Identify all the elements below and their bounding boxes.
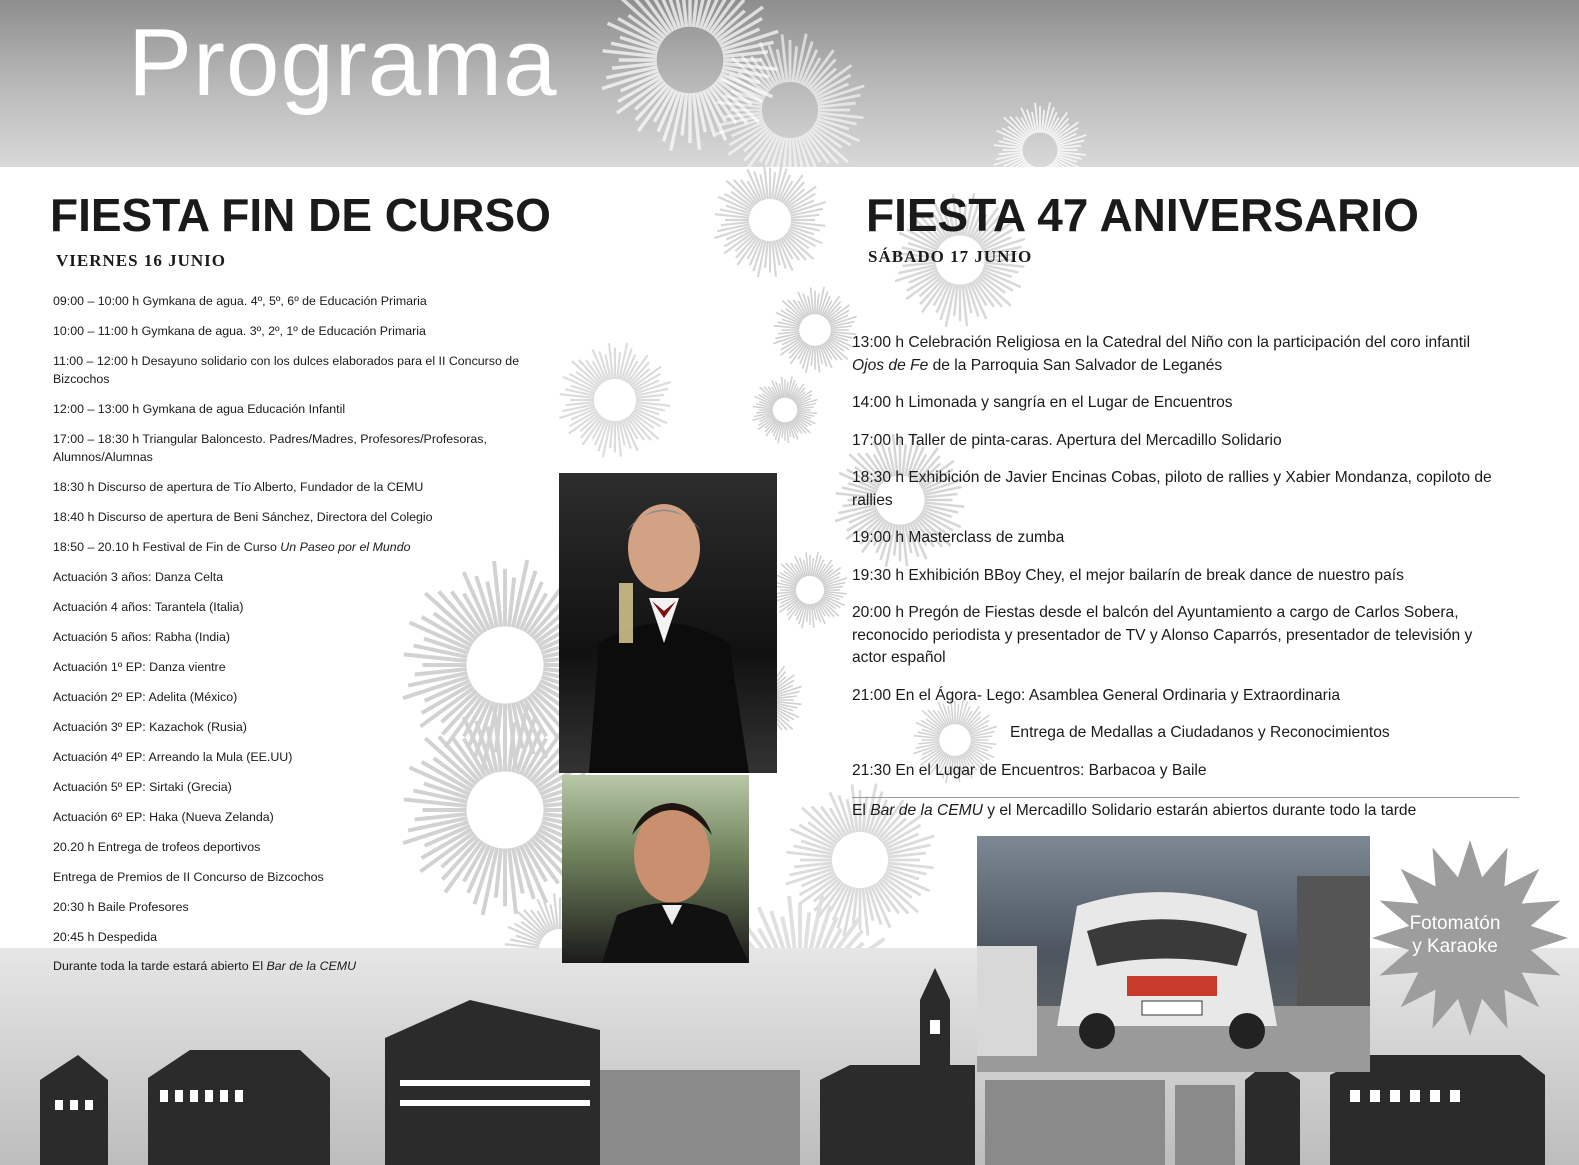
left-schedule-item xyxy=(53,898,553,916)
left-schedule-item xyxy=(53,868,553,886)
firework-burst xyxy=(753,377,818,444)
firework-burst xyxy=(773,287,856,373)
badge-line-1: Fotomatón xyxy=(1409,913,1501,934)
left-schedule-item xyxy=(53,430,553,466)
right-schedule-item-text: 13:00 h Celebración Religiosa en la Catedral del Niño con la participación del coro infantil xyxy=(852,334,1471,351)
left-schedule-item xyxy=(53,808,553,826)
left-schedule-item-text: 18:50 – 20.10 h Festival de Fin de Curso xyxy=(53,540,281,554)
left-schedule-item-text: 18:40 h Discurso de apertura de Beni Sánchez, Directora del Colegio xyxy=(53,510,433,524)
left-date: VIERNES 16 JUNIO xyxy=(56,251,226,270)
left-schedule-item-text: 17:00 – 18:30 h Triangular Baloncesto. Padres/Madres, Profesores/Profesoras, Alumnos/Alumnas xyxy=(53,432,487,464)
divider xyxy=(852,797,1519,798)
left-schedule-item xyxy=(53,718,553,736)
left-schedule-item-text: 20:45 h Despedida xyxy=(53,930,158,944)
right-schedule-item xyxy=(852,760,1500,783)
left-schedule-item xyxy=(53,628,553,646)
right-schedule-item xyxy=(852,392,1500,415)
left-schedule-item xyxy=(53,508,553,526)
right-schedule-item xyxy=(852,430,1500,453)
left-schedule-item-text: Actuación 2º EP: Adelita (México) xyxy=(53,690,238,704)
left-schedule-item-text: Actuación 3 años: Danza Celta xyxy=(53,570,224,584)
left-footnote-text: Durante toda la tarde estará abierto El xyxy=(53,959,267,973)
left-schedule-item-text: Actuación 4 años: Tarantela (Italia) xyxy=(53,600,244,614)
right-footnote xyxy=(852,802,1416,820)
page-title: Programa xyxy=(128,9,558,116)
left-column xyxy=(50,185,560,271)
left-schedule-item-text: 11:00 – 12:00 h Desayuno solidario con los dulces elaborados para el II Concurso de Bizcochos xyxy=(53,354,520,386)
left-schedule-item xyxy=(53,400,553,418)
left-schedule-item-text: 20.20 h Entrega de trofeos deportivos xyxy=(53,840,261,854)
right-schedule-item-text: 21:30 En el Lugar de Encuentros: Barbacoa y Baile xyxy=(852,761,1207,779)
right-schedule-item xyxy=(852,565,1500,588)
left-schedule-item-text: 09:00 – 10:00 h Gymkana de agua. 4º, 5º, 6º de Educación Primaria xyxy=(53,294,427,308)
left-heading: FIESTA FIN DE CURSO xyxy=(50,189,551,241)
left-schedule-item-text: 12:00 – 13:00 h Gymkana de agua Educación Infantil xyxy=(53,402,346,416)
left-schedule-item xyxy=(53,748,553,766)
right-schedule-item-text: 19:30 h Exhibición BBoy Chey, el mejor bailarín de break dance de nuestro país xyxy=(852,566,1404,584)
right-schedule-item xyxy=(852,722,1500,745)
right-footnote-emphasis: Bar de la CEMU xyxy=(870,802,983,819)
right-schedule-item xyxy=(852,685,1500,708)
left-schedule-item-text: 18:30 h Discurso de apertura de Tío Alberto, Fundador de la CEMU xyxy=(53,480,424,494)
right-column xyxy=(852,185,1502,267)
left-schedule-item xyxy=(53,478,553,496)
right-schedule-list xyxy=(852,332,1500,797)
left-schedule-item xyxy=(53,568,553,586)
left-schedule-item-text: Actuación 4º EP: Arreando la Mula (EE.UU) xyxy=(53,750,293,764)
left-footnote-emphasis: Bar de la CEMU xyxy=(266,959,357,973)
right-heading: FIESTA 47 ANIVERSARIO xyxy=(866,189,1419,241)
right-schedule-item-text: 19:00 h Masterclass de zumba xyxy=(852,529,1065,546)
firework-burst xyxy=(714,163,825,277)
left-schedule-item xyxy=(53,292,553,310)
right-schedule-item-text: 14:00 h Limonada y sangría en el Lugar de Encuentros xyxy=(852,394,1233,411)
left-schedule-item xyxy=(53,928,553,946)
right-schedule-item-text: 17:00 h Taller de pinta-caras. Apertura del Mercadillo Solidario xyxy=(852,431,1282,449)
left-footnote xyxy=(53,959,356,973)
right-schedule-item-tail: de la Parroquia San Salvador de Leganés xyxy=(928,356,1223,374)
right-schedule-item-emphasis: Ojos de Fe xyxy=(852,356,929,374)
left-schedule-item-text: Actuación 6º EP: Haka (Nueva Zelanda) xyxy=(53,810,274,824)
firework-burst xyxy=(994,102,1087,197)
left-schedule-item-text: Entrega de Premios de II Concurso de Bizcochos xyxy=(53,870,324,884)
right-footnote-tail: y el Mercadillo Solidario estarán abiertos durante todo la tarde xyxy=(982,802,1417,819)
left-schedule-item xyxy=(53,838,553,856)
right-schedule-item-text: Entrega de Medallas a Ciudadanos y Reconocimientos xyxy=(1010,724,1390,741)
left-schedule-item-text: 20:30 h Baile Profesores xyxy=(53,900,189,914)
left-schedule-item-emphasis: Un Paseo por el Mundo xyxy=(280,540,411,554)
left-schedule-item xyxy=(53,658,553,676)
photo-rally-car xyxy=(977,836,1370,1072)
left-schedule-item-text: Actuación 5 años: Rabha (India) xyxy=(53,630,231,644)
right-footnote-text: El xyxy=(852,802,871,819)
right-schedule-item-text: 18:30 h Exhibición de Javier Encinas Cobas, piloto de rallies y Xabier Mondanza, copiloto de rallies xyxy=(852,469,1492,509)
right-schedule-item xyxy=(852,602,1500,670)
right-schedule-item xyxy=(852,527,1500,550)
left-schedule-item xyxy=(53,352,553,388)
photo-presenter-smiling xyxy=(562,775,749,963)
left-schedule-item-text: Actuación 1º EP: Danza vientre xyxy=(53,660,226,674)
firework-burst xyxy=(773,552,847,628)
left-schedule-list xyxy=(53,292,553,958)
right-date: SÁBADO 17 JUNIO xyxy=(868,247,1033,266)
left-schedule-item xyxy=(53,322,553,340)
left-schedule-item xyxy=(53,778,553,796)
right-schedule-item-text: 20:00 h Pregón de Fiestas desde el balcón del Ayuntamiento a cargo de Carlos Sobera, reconocido periodista y presentador de TV y Alonso Caparrós, presentador de televisión y actor español xyxy=(852,604,1473,666)
right-schedule-item-text: 21:00 En el Ágora- Lego: Asamblea General Ordinaria y Extraordinaria xyxy=(852,686,1341,704)
photo-presenter-tuxedo xyxy=(559,473,777,773)
left-schedule-item xyxy=(53,538,553,556)
left-schedule-item-text: Actuación 3º EP: Kazachok (Rusia) xyxy=(53,720,247,734)
left-schedule-item-text: 10:00 – 11:00 h Gymkana de agua. 3º, 2º, 1º de Educación Primaria xyxy=(53,324,426,338)
badge-line-2: y Karaoke xyxy=(1412,936,1498,957)
right-schedule-item xyxy=(852,467,1500,512)
badge-label xyxy=(1395,912,1515,958)
left-schedule-item xyxy=(53,688,553,706)
left-schedule-item-text: Actuación 5º EP: Sirtaki (Grecia) xyxy=(53,780,232,794)
left-schedule-item xyxy=(53,598,553,616)
right-schedule-item xyxy=(852,332,1500,377)
firework-burst xyxy=(559,343,670,457)
